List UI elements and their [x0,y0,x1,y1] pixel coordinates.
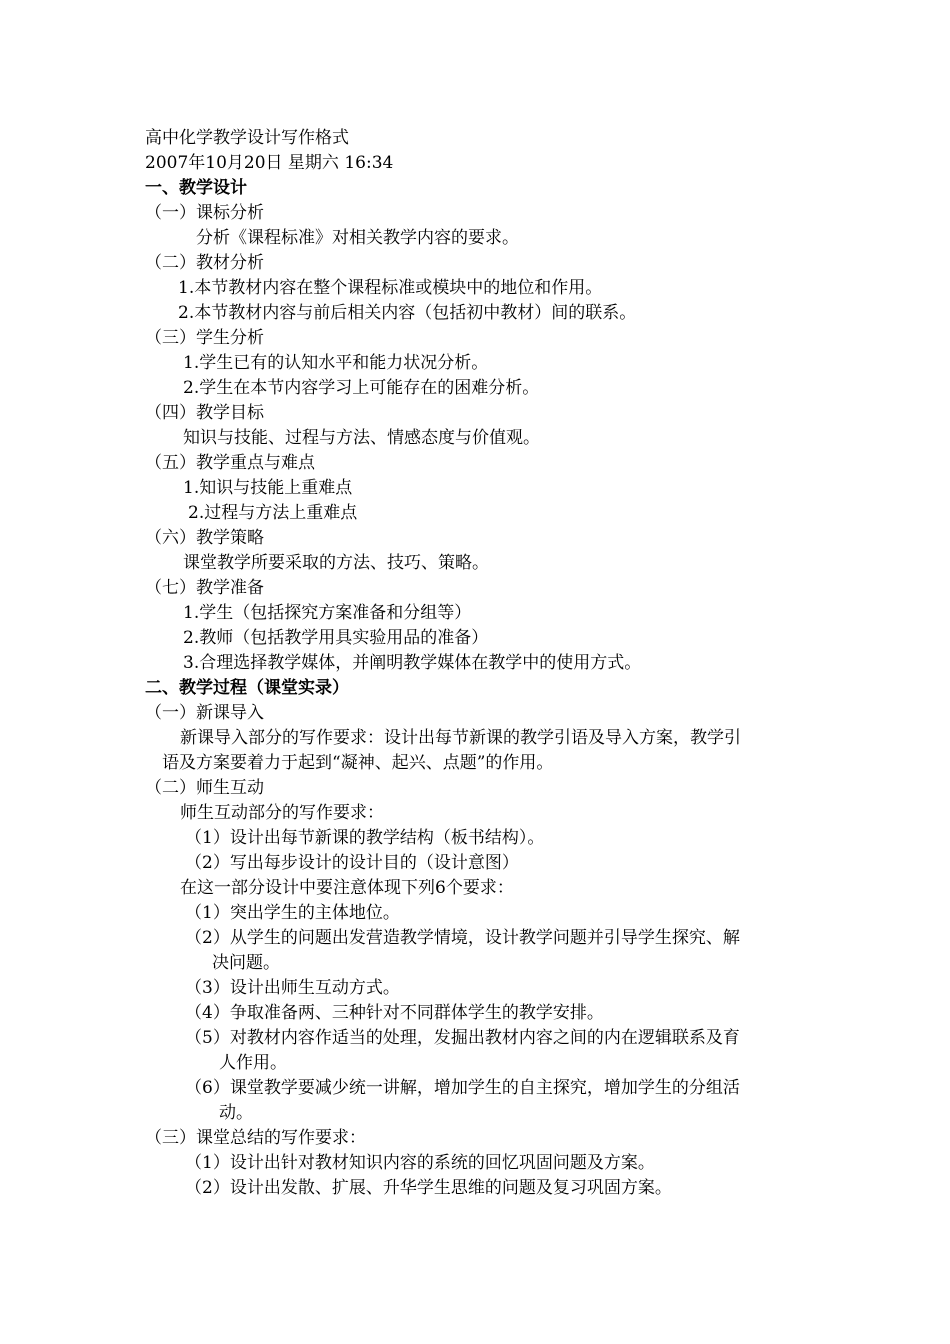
list-item: 2.学生在本节内容学习上可能存在的困难分析。 [183,378,540,398]
paragraph: 师生互动部分的写作要求： [180,803,384,823]
section-2-heading: 二、教学过程（课堂实录） [145,678,349,698]
list-item: 3.合理选择教学媒体，并阐明教学媒体在教学中的使用方式。 [183,653,642,673]
list-item: （2）设计出发散、扩展、升华学生思维的问题及复习巩固方案。 [185,1178,672,1198]
paragraph: 课堂教学所要采取的方法、技巧、策略。 [183,553,489,573]
list-item: 1.学生已有的认知水平和能力状况分析。 [183,353,489,373]
paragraph-continued: 语及方案要着力于起到“凝神、起兴、点题”的作用。 [162,753,554,773]
subsection-heading: （二）师生互动 [145,778,264,798]
list-item: （4）争取准备两、三种针对不同群体学生的教学安排。 [185,1003,604,1023]
list-item: 1.学生（包括探究方案准备和分组等） [183,603,472,623]
subsection-heading: （一）课标分析 [145,203,264,223]
list-item-continued: 动。 [219,1103,253,1123]
paragraph: 知识与技能、过程与方法、情感态度与价值观。 [183,428,540,448]
list-item: （1）突出学生的主体地位。 [185,903,400,923]
list-item-continued: 决问题。 [212,953,280,973]
list-item: （2）写出每步设计的设计目的（设计意图） [185,853,519,873]
subsection-heading: （一）新课导入 [145,703,264,723]
subsection-heading: （三）学生分析 [145,328,264,348]
list-item: 2.教师（包括教学用具实验用品的准备） [183,628,489,648]
list-item: （3）设计出师生互动方式。 [185,978,400,998]
list-item: （6）课堂教学要减少统一讲解，增加学生的自主探究，增加学生的分组活 [185,1078,740,1098]
subsection-heading: （四）教学目标 [145,403,264,423]
subsection-heading: （三）课堂总结的写作要求： [145,1128,366,1148]
subsection-heading: （六）教学策略 [145,528,264,548]
list-item: （5）对教材内容作适当的处理，发掘出教材内容之间的内在逻辑联系及育 [185,1028,740,1048]
list-item-continued: 人作用。 [219,1053,287,1073]
doc-title: 高中化学教学设计写作格式 [145,128,349,148]
list-item: （1）设计出每节新课的教学结构（板书结构）。 [185,828,545,848]
list-item: 2.本节教材内容与前后相关内容（包括初中教材）间的联系。 [178,303,637,323]
paragraph: 在这一部分设计中要注意体现下列6个要求： [180,878,514,898]
subsection-heading: （五）教学重点与难点 [145,453,315,473]
list-item: （2）从学生的问题出发营造教学情境，设计教学问题并引导学生探究、解 [185,928,740,948]
subsection-heading: （七）教学准备 [145,578,264,598]
paragraph: 新课导入部分的写作要求：设计出每节新课的教学引语及导入方案，教学引 [180,728,741,748]
section-1-heading: 一、教学设计 [145,178,247,198]
list-item: 2.过程与方法上重难点 [188,503,358,523]
paragraph: 分析《课程标准》对相关教学内容的要求。 [196,228,519,248]
doc-date: 2007年10月20日 星期六 16:34 [145,153,394,173]
subsection-heading: （二）教材分析 [145,253,264,273]
list-item: 1.本节教材内容在整个课程标准或模块中的地位和作用。 [178,278,603,298]
list-item: （1）设计出针对教材知识内容的系统的回忆巩固问题及方案。 [185,1153,655,1173]
list-item: 1.知识与技能上重难点 [183,478,353,498]
